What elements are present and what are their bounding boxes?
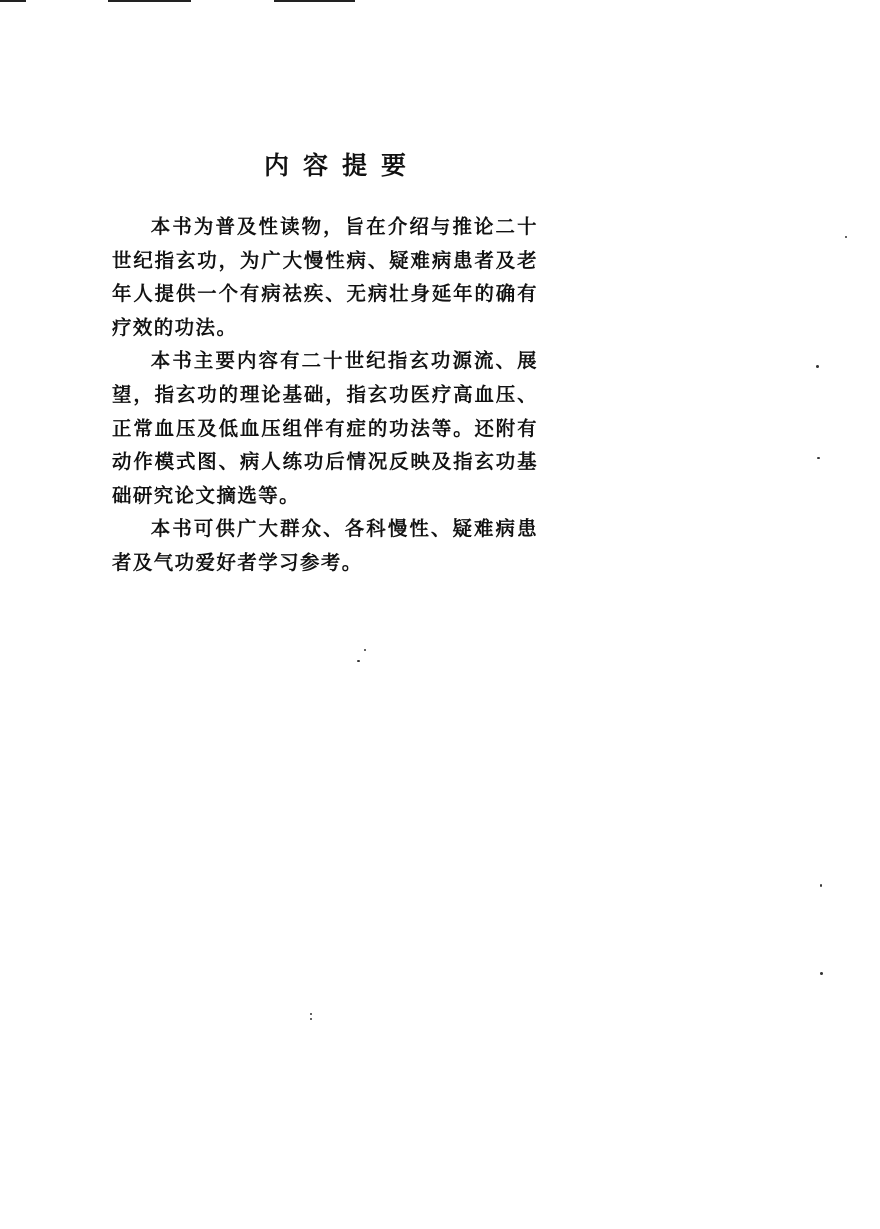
- scan-speck: [310, 1018, 312, 1020]
- paragraph-1: 本书为普及性读物，旨在介绍与推论二十世纪指玄功，为广大慢性病、疑难病患者及老年人提供一个有病祛疾、无病壮身延年的确有疗效的功法。: [112, 215, 538, 339]
- scan-speck: [820, 972, 823, 975]
- top-rule-left: [0, 0, 26, 2]
- scan-speck: [820, 884, 822, 887]
- top-rule-middle: [108, 0, 191, 2]
- scan-speck: [845, 236, 847, 238]
- paragraph-3: 本书可供广大群众、各科慢性、疑难病患者及气功爱好者学习参考。: [112, 517, 538, 574]
- scan-speck: [817, 457, 820, 459]
- paragraph-2: 本书主要内容有二十世纪指玄功源流、展望，指玄功的理论基础，指玄功医疗高血压、正常血压及低血压组伴有症的功法等。还附有动作模式图、病人练功后情况反映及指玄功基础研究论文摘选等。: [112, 349, 538, 507]
- scan-speck: [357, 660, 360, 662]
- scan-speck: [816, 365, 819, 368]
- page-title: 内容提要: [263, 151, 420, 180]
- scan-speck: [310, 1013, 312, 1015]
- summary-body: [112, 210, 538, 580]
- scan-speck: [364, 649, 366, 651]
- top-rule-right: [274, 0, 355, 2]
